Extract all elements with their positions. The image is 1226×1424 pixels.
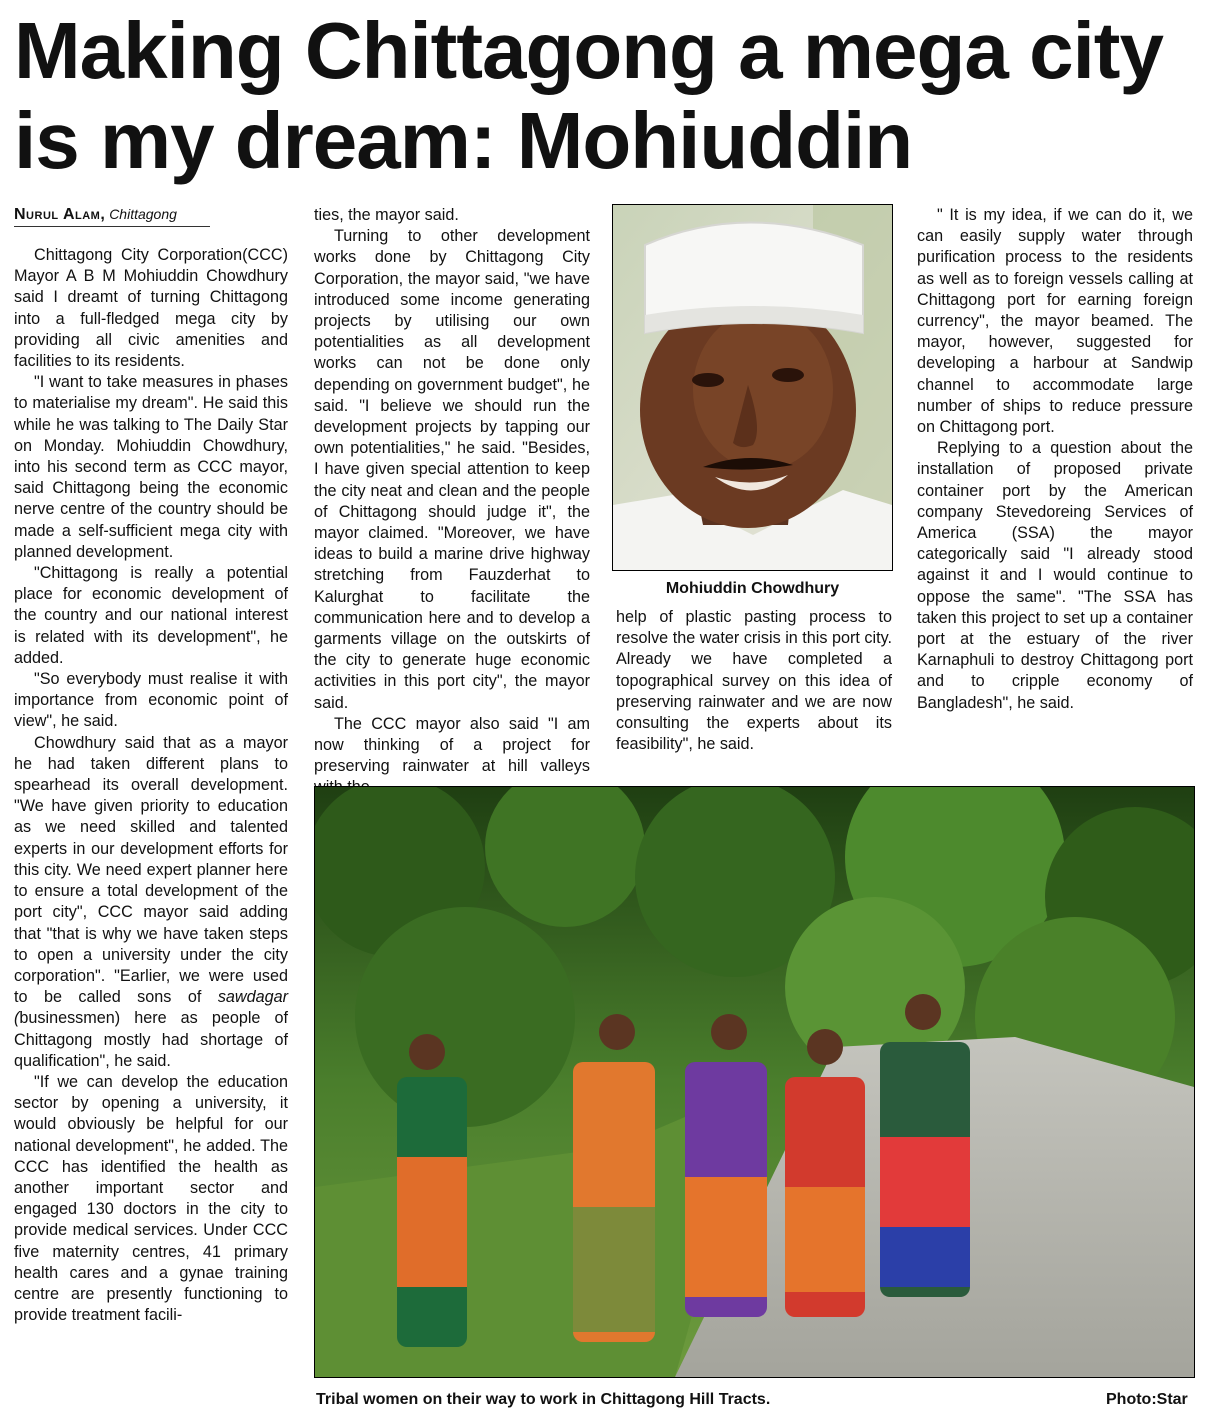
article-column-3 <box>616 607 892 755</box>
tribal-women-photo <box>314 786 1195 1378</box>
paragraph: help of plastic pasting process to resolve the water crisis in this port city. Already we have completed a topographical survey on this idea of preserving rainwater and we are now consulting the experts about its feasibility", he said. <box>616 608 892 754</box>
portrait-caption: Mohiuddin Chowdhury <box>665 580 840 597</box>
paragraph: Chowdhury said that as a mayor he had taken different plans to spearhead its overall development. "We have given priority to education as we need skilled and talented experts in our development efforts for this city. We need expert planner here to ensure a total development of the port city", CCC mayor said adding that "that is why we have taken steps to open a university under the city corporation". "Earlier, we were used to be called sons of sawdagar (businessmen) here as people of Chittagong mostly had shortage of qualification", he said. <box>14 733 289 1070</box>
paragraph: Replying to a question about the installation of proposed private container port by the American company Stevedoreing Services of America (SSA) the mayor categorically said "I already stood against it and I would continue to oppose the same". "The SSA has taken this project to set up a container port at the estuary of the river Karnaphuli to destroy Chittagong port and to cripple economy of Bangladesh", he said. <box>917 439 1193 712</box>
photo-credit: Photo:Star <box>1106 1391 1188 1408</box>
byline-author: Nurul Alam, <box>14 206 106 223</box>
headline <box>14 6 1214 186</box>
headline-line-1: Making Chittagong a mega city <box>14 6 1163 95</box>
article-column-2 <box>314 205 590 799</box>
photo-caption: Tribal women on their way to work in Chittagong Hill Tracts. <box>316 1391 771 1408</box>
paragraph: Turning to other development works done by Chittagong City Corporation, the mayor said, "we have introduced some income generating projects by utilising our own potentialities as all development works can not be done only depending on government budget", he said. "I believe we should run the development projects by tapping our own potentialities," he said. "Besides, I have given special attention to keep the city neat and clean and the people of Chittagong should judge it", the mayor claimed. "Moreover, we have ideas to build a marine drive highway stretching from Fauzderhat to Kalurghat to facilitate the communication here and to develop a garments village on the outskirts of the city to generate huge economic activities in this port city", the mayor said. <box>314 227 590 712</box>
byline-location: Chittagong <box>109 206 177 222</box>
mayor-portrait-photo <box>612 204 893 571</box>
article-column-4 <box>917 205 1193 714</box>
paragraph: "Chittagong is really a potential place for economic development of the country and our national interest is related with its development", he added. <box>14 564 288 667</box>
paragraph: The CCC mayor also said "I am now thinking of a project for preserving rainwater at hill valleys <box>314 714 590 776</box>
headline-line-2: is my dream: Mohiuddin <box>14 96 913 185</box>
paragraph: "If we can develop the education sector by opening a university, it would obviously be helpful for our national development", he added. The CCC has identified the health as another important sector and engaged 130 doctors in the city to provide medical services. Under CCC five maternity centres, 41 primary health cares and a gynae training centre are presently functioning to provide treatment facili- <box>14 1072 288 1325</box>
paragraph: "I want to take measures in phases to materialise my dream". He said this while he was talking to The Daily Star on Monday. Mohiuddin Chowdhury, into his second term as CCC mayor, said Chittagong being the economic nerve centre of the country should be made a self-sufficient mega city with planned development. <box>14 373 288 561</box>
paragraph: " It is my idea, if we can do it, we can easily supply water through purification process to the residents as well as to foreign vessels calling at Chittagong port for earning foreign currency", the mayor beamed. The mayor, however, suggested for developing a harbour at Sandwip channel to accommodate large number of ships to reduce pressure on Chittagong port. <box>917 206 1193 437</box>
article-column-1 <box>14 245 288 1326</box>
italic-term: sawdagar ( <box>14 988 289 1028</box>
paragraph: ties, the mayor said. <box>314 206 459 224</box>
paragraph: "So everybody must realise it with importance from economic point of view", he said. <box>14 670 288 731</box>
byline <box>14 206 210 227</box>
paragraph: Chittagong City Corporation(CCC) Mayor A B M Mohiuddin Chowdhury said I dreamt of turning Chittagong into a full-fledged mega city by providing all civic amenities and facilities to its residents. <box>14 246 288 371</box>
